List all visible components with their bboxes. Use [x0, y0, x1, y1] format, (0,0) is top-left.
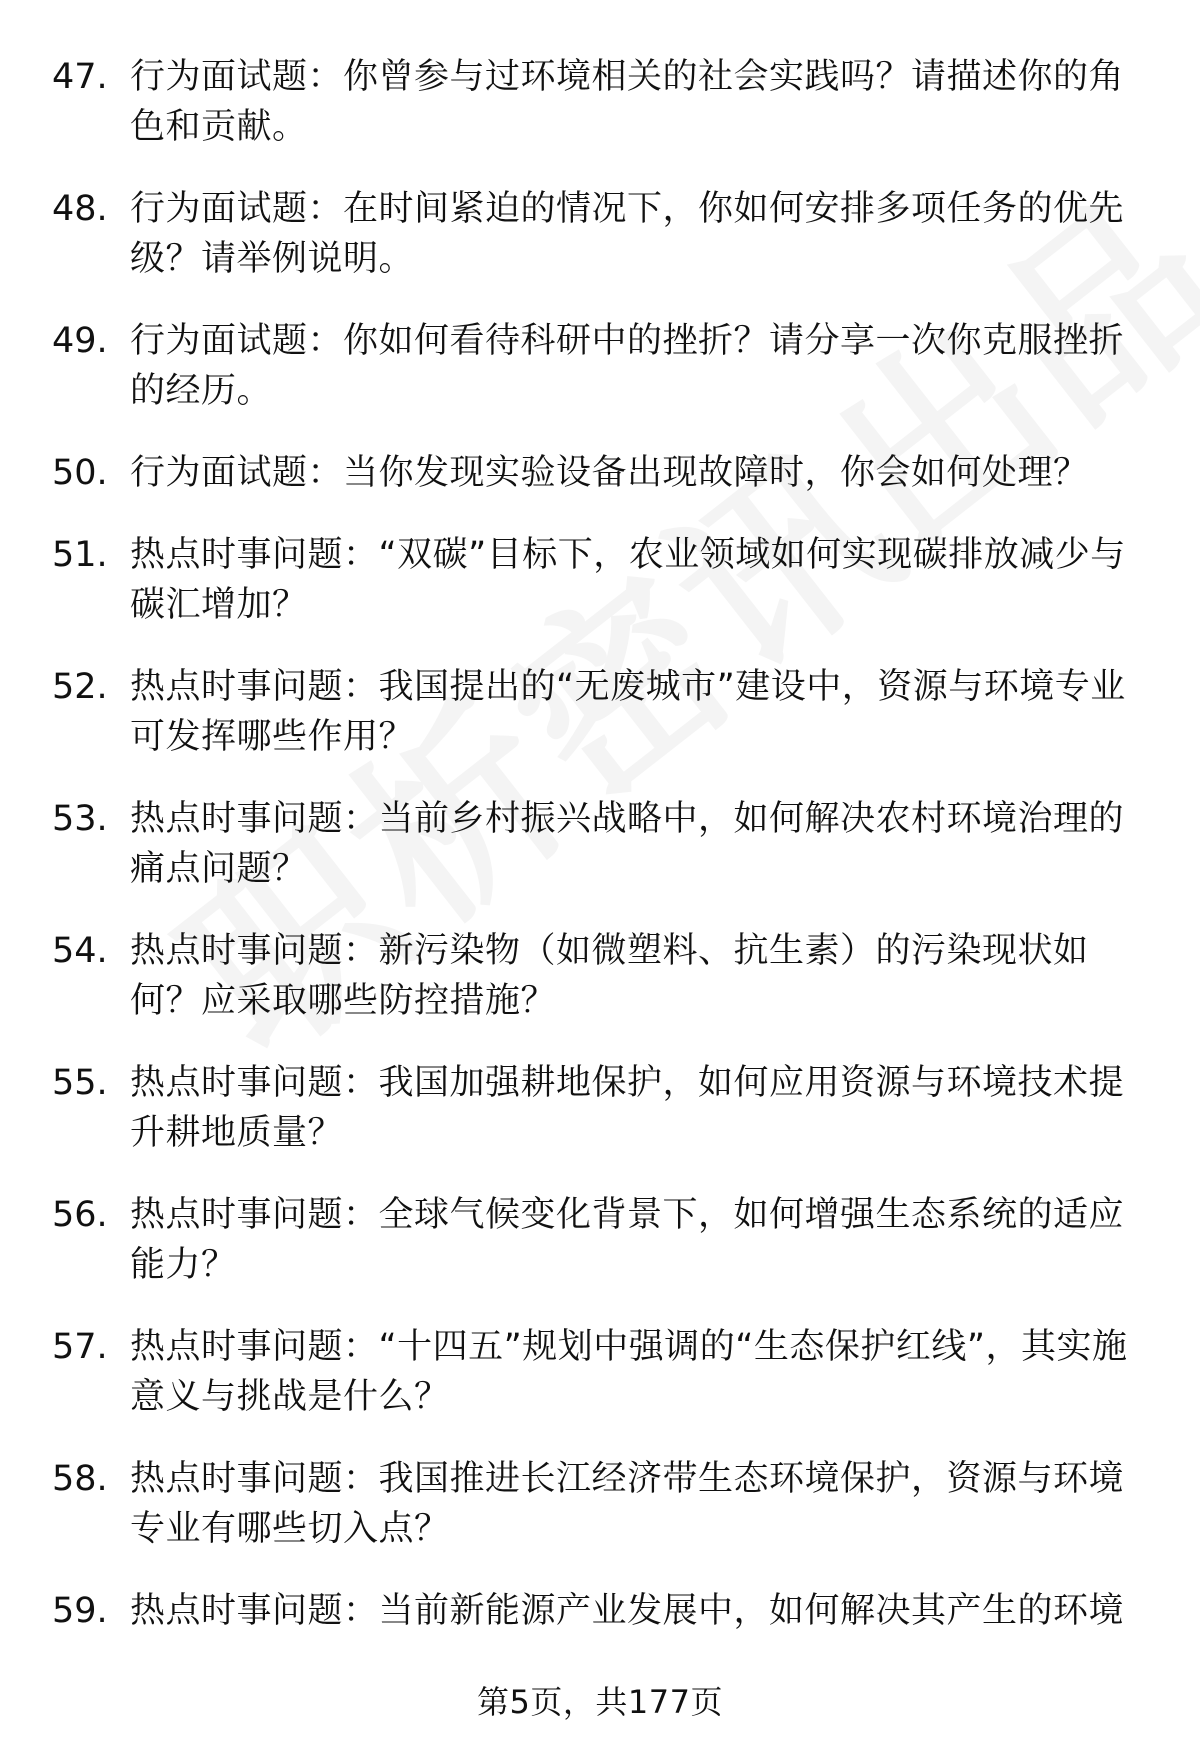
- question-number: 54.: [52, 931, 108, 971]
- list-item: [0, 1586, 1200, 1636]
- question-text: 热点时事问题：我国推进长江经济带生态环境保护，资源与环境专业有哪些切入点？: [130, 1459, 1125, 1549]
- list-item: [0, 1322, 1200, 1422]
- question-number: 52.: [52, 667, 108, 707]
- question-number: 57.: [52, 1327, 108, 1367]
- question-text: 热点时事问题：“十四五”规划中强调的“生态保护红线”，其实施意义与挑战是什么？: [130, 1327, 1128, 1417]
- list-item: [0, 52, 1200, 152]
- question-number: 59.: [52, 1591, 108, 1631]
- list-item: [0, 926, 1200, 1026]
- question-text: 热点时事问题：我国提出的“无废城市”建设中，资源与环境专业可发挥哪些作用？: [130, 667, 1126, 757]
- page-number-footer: 第5页，共177页: [477, 1683, 723, 1721]
- question-number: 53.: [52, 799, 108, 839]
- question-list: [0, 52, 1200, 1668]
- list-item: [0, 1190, 1200, 1290]
- question-number: 56.: [52, 1195, 108, 1235]
- question-text: 热点时事问题：当前新能源产业发展中，如何解决其产生的环境: [130, 1591, 1125, 1631]
- question-text: 热点时事问题：新污染物（如微塑料、抗生素）的污染现状如何？应采取哪些防控措施？: [130, 931, 1089, 1021]
- question-text: 热点时事问题：我国加强耕地保护，如何应用资源与环境技术提升耕地质量？: [130, 1063, 1125, 1153]
- list-item: [0, 662, 1200, 762]
- question-text: 热点时事问题：全球气候变化背景下，如何增强生态系统的适应能力？: [130, 1195, 1125, 1285]
- question-number: 50.: [52, 453, 108, 493]
- list-item: [0, 1454, 1200, 1554]
- question-text: 热点时事问题：当前乡村振兴战略中，如何解决农村环境治理的痛点问题？: [130, 799, 1125, 889]
- question-number: 55.: [52, 1063, 108, 1103]
- question-number: 58.: [52, 1459, 108, 1499]
- question-text: 行为面试题：当你发现实验设备出现故障时，你会如何处理？: [130, 453, 1089, 493]
- question-number: 49.: [52, 321, 108, 361]
- question-number: 51.: [52, 535, 108, 575]
- list-item: [0, 184, 1200, 284]
- list-item: [0, 530, 1200, 630]
- question-text: 热点时事问题：“双碳”目标下，农业领域如何实现碳排放减少与碳汇增加？: [130, 535, 1126, 625]
- question-number: 47.: [52, 57, 108, 97]
- list-item: [0, 316, 1200, 416]
- question-text: 行为面试题：你曾参与过环境相关的社会实践吗？请描述你的角色和贡献。: [130, 57, 1125, 147]
- question-text: 行为面试题：你如何看待科研中的挫折？请分享一次你克服挫折的经历。: [130, 321, 1125, 411]
- list-item: [0, 1058, 1200, 1158]
- question-text: 行为面试题：在时间紧迫的情况下，你如何安排多项任务的优先级？请举例说明。: [130, 189, 1125, 279]
- question-number: 48.: [52, 189, 108, 229]
- list-item: [0, 448, 1200, 498]
- list-item: [0, 794, 1200, 894]
